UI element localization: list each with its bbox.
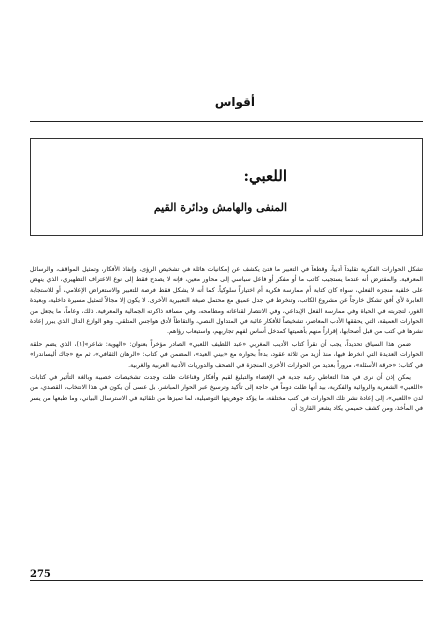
page-number: 275: [30, 569, 51, 580]
title-box: [30, 138, 423, 236]
article-subtitle: المنفى والهامش ودائرة القيم: [153, 201, 287, 214]
header-rule: [30, 121, 423, 122]
section-label: أقواس: [214, 95, 255, 109]
article-title: اللعبي:: [243, 167, 287, 185]
paragraph-3: يمكن إذن أن نرى في هذا التعاطي رغبة جدية في الإفضاء والتبليغ لقيم وأفكار وقناعات ظلت وجدت تشخيصات خصيبة وبالغة التأثير في كتابات «اللعبي» الشعرية والروائية والفكرية، بيد أنها ظلت دوماً في حاجة إلى تأكيد وترسيخ عبر الحوار المباشر. بل عسى أن يكون في هذا الانتخاب، القصدي، من لدن «اللعبي»، إلى إعادة نشر تلك الحوارات في كتب مختلفة، ما يؤكد جوهريتها التوصيلية، لما تميزها من تلقائية في الاسترسال البياني، وما طبعها من يسر في المأخذ، ومن كشف حميمي يكاد يشعر القارئ أن: [30, 374, 423, 413]
paragraph-2: ضمن هذا السياق تحديداً، يجب أن نقرأ كتاب الأديب المغربي «عبد اللطيف اللعبي» الصادر مؤخراً بعنوان: «الهوية: شاعر»(١)، الذي يضم حلقة الحوارات العديدة التي انخرط فيها، منذ أزيد من ثلاثة عقود، بدءاً بحواره مع «بيني العيد»، المضمن في كتاب: «الرهان الثقافي»، ثم مع «جاك أليساندرا» في كتاب: «حرقة الأسئلة»، مروراً بعديد من الحوارات الأخرى المنجزة في الصحف والدوريات الأدبية العربية والغربية.: [30, 340, 423, 369]
paragraph-1: تشكل الحوارات الفكرية تقليداً أدبياً، وقطعاً في التعبير ما فتئ يكشف عن إمكانيات هائلة في تشخيص الرؤى، وإنفاذ الأفكار، وتمثيل المواقف، والرسائل المعرفية. والمفترض أنه عندما يستجيب كاتب ما أو مفكر أو فاعل سياسي إلى محاور معين، فإنه لا يصدح فقط إلى نوع الاعتراف التظهيري، الذي ينهض على خلفية منجزه الفعلي، سواء كان كتابة أم ممارسة فكرية أم اختياراً سلوكياً. كما أنه لا يشكل فقط فرصة للتعبير والاستعراض الإعلامي، أو للاستجابة العابرة لأي أفق تشكل خارجاً عن مشروع الكاتب، وتنخرط في جدل عميق مع محتمل صيغة التعبيرية الأخرى. لا يكون إلا مجالاً لتمثيل مسيرة داخلية، وبعيدة الغور، لتجربته في الحياة وفي ممارسة الفعل الإبداعي، وفي الانتصار لقناعاته ومطامحه، وفي مسافة ذاكرته الجمالية والمعرفية. ذلك، وعاماً، ما يجعل من الحوارات العميقة، التي يحققها الأدب المعاصر، تشخيصاً للأفكار غائبة في المتداول النصي، والتقاطاً لأدق هواجس المتلقي. وهو الوازع الدال الذي يبرر إعادة نشرها في كتب من قبل أصحابها، إقراراً منهم بأهميتها كمدخل أساس لفهم تجاربهم، واستيعاب رؤاهم.: [30, 266, 423, 336]
article-body: [30, 265, 423, 565]
footer-rule: [30, 580, 423, 581]
